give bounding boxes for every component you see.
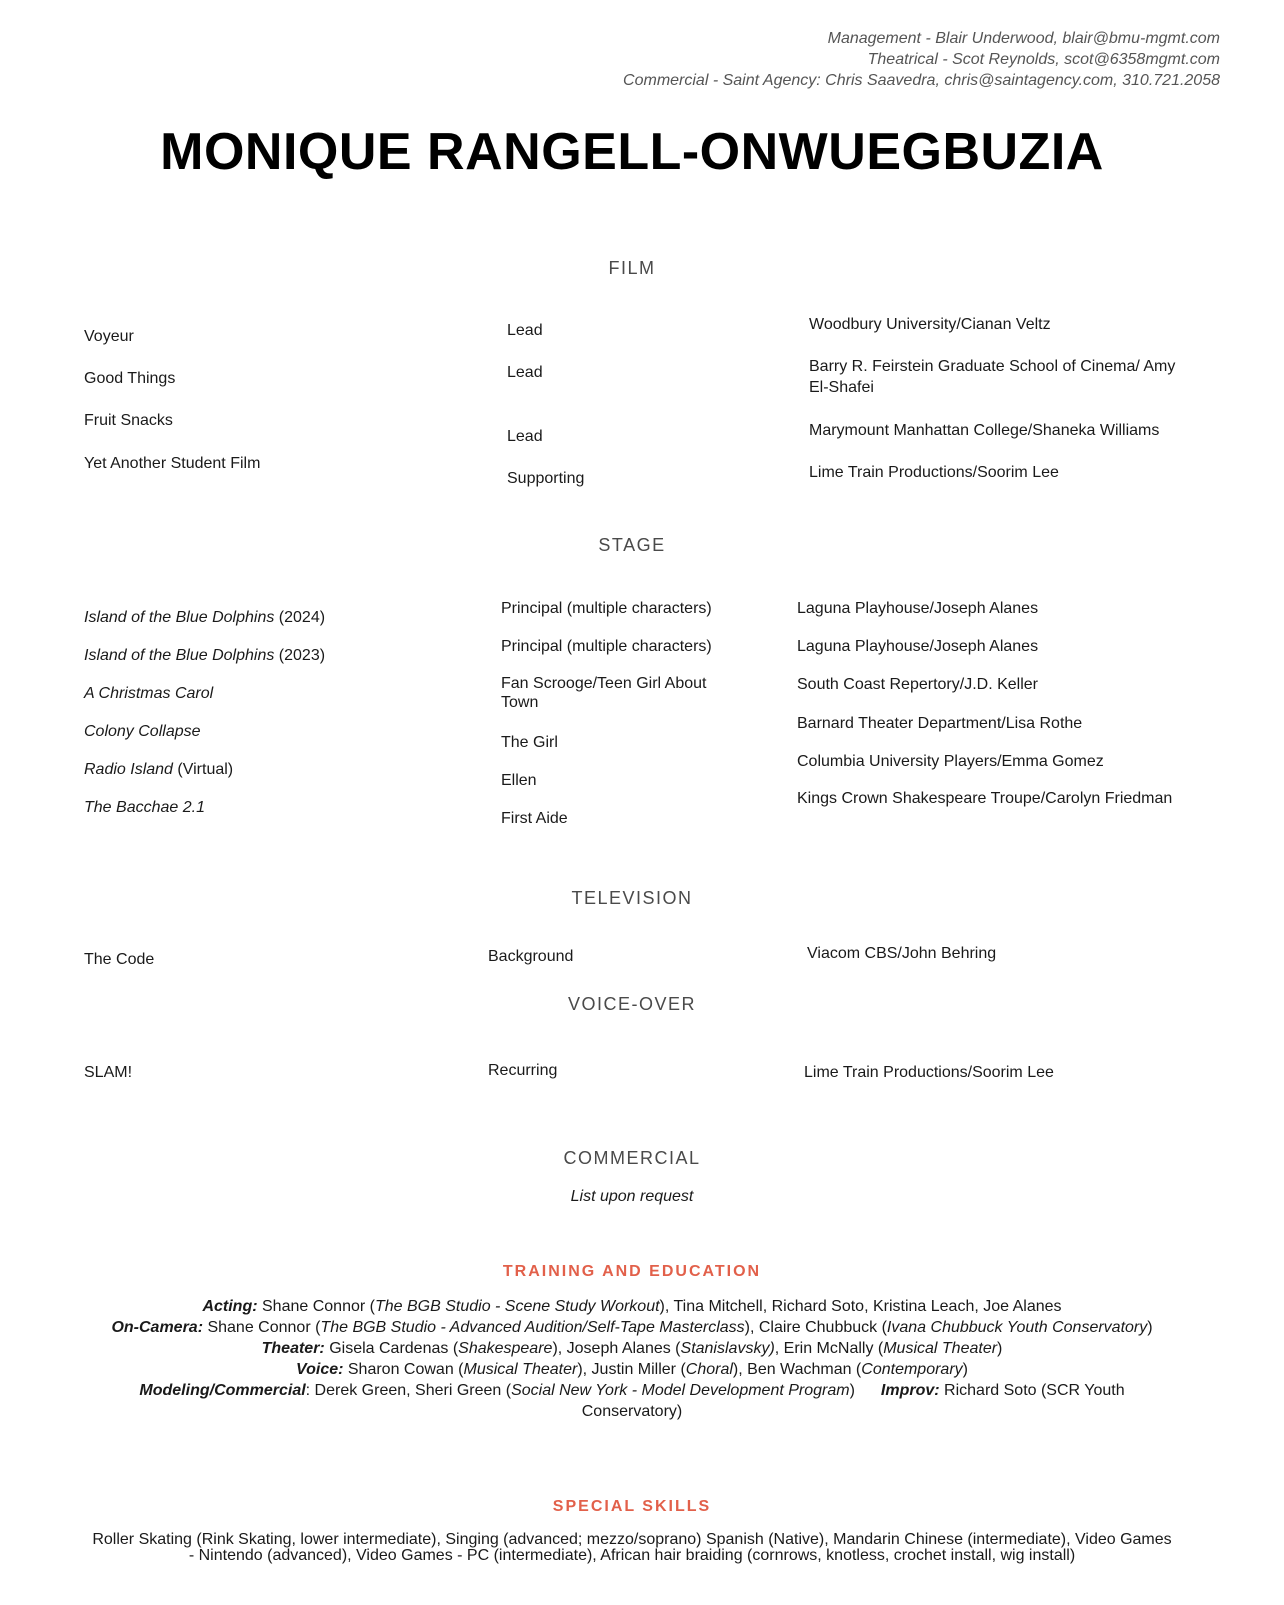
film-role: Lead [507,322,543,339]
stage-role: First Aide [501,810,568,827]
voiceover-role: Recurring [488,1062,558,1079]
skills-heading: SPECIAL SKILLS [552,1498,712,1515]
skills-text: Roller Skating (Rink Skating, lower intermediate), Singing (advanced; mezzo/soprano) Spanish (Native), Mandarin Chinese (intermediate), Video Games - Nintendo (advanced), Video Games - PC (intermediate), African hair braiding (cornrows, knotless, crochet install, wig install) [92,1531,1172,1564]
television-title: The Code [84,951,155,968]
training-block [60,1296,1204,1422]
film-company: Woodbury University/Cianan Veltz [809,316,1051,333]
film-title: Yet Another Student Film [84,455,261,472]
film-role: Supporting [507,470,585,487]
training-modeling-improv: Modeling/Commercial: Derek Green, Sheri Green (Social New York - Model Development Program) Improv: Richard Soto (SCR Youth Conservatory) [139,1382,1125,1420]
stage-company: South Coast Repertory/J.D. Keller [797,676,1038,693]
film-company: Barry R. Feirstein Graduate School of Cinema/ Amy El-Shafei [809,358,1176,396]
film-heading: FILM [608,258,656,278]
television-role: Background [488,948,574,965]
training-theater: Theater: Gisela Cardenas (Shakespeare), Joseph Alanes (Stanislavsky), Erin McNally (Musical Theater) [261,1340,1003,1357]
stage-role: Principal (multiple characters) [501,638,712,655]
training-voice: Voice: Sharon Cowan (Musical Theater), Justin Miller (Choral), Ben Wachman (Contemporary) [296,1361,968,1378]
film-role: Lead [507,428,543,445]
stage-company: Columbia University Players/Emma Gomez [797,753,1104,770]
stage-title: Colony Collapse [84,723,201,740]
contact-theatrical: Theatrical - Scot Reynolds, scot@6358mgmt.com [867,51,1220,68]
stage-role: Ellen [501,772,537,789]
voiceover-heading: VOICE-OVER [567,994,697,1014]
television-heading: TELEVISION [571,888,693,908]
stage-title: Radio Island (Virtual) [84,761,234,778]
stage-company: Laguna Playhouse/Joseph Alanes [797,600,1039,617]
contact-commercial: Commercial - Saint Agency: Chris Saavedra, chris@saintagency.com, 310.721.2058 [623,72,1220,89]
actor-name: MONIQUE RANGELL-ONWUEGBUZIA [160,123,1104,181]
voiceover-title: SLAM! [84,1064,133,1081]
stage-heading: STAGE [598,535,666,555]
film-title: Voyeur [84,328,134,345]
stage-company: Laguna Playhouse/Joseph Alanes [797,638,1039,655]
film-company: Lime Train Productions/Soorim Lee [809,464,1059,481]
stage-title: Island of the Blue Dolphins (2024) [84,609,326,626]
stage-title: A Christmas Carol [84,685,214,702]
film-company: Marymount Manhattan College/Shaneka Williams [809,422,1160,439]
film-title: Good Things [84,370,176,387]
television-company: Viacom CBS/John Behring [807,945,997,962]
film-title: Fruit Snacks [84,412,173,429]
commercial-heading: COMMERCIAL [563,1148,701,1168]
stage-title: The Bacchae 2.1 [84,799,205,816]
contact-management: Management - Blair Underwood, blair@bmu-mgmt.com [827,30,1220,47]
commercial-note: List upon request [570,1188,694,1205]
training-on-camera: On-Camera: Shane Connor (The BGB Studio - Advanced Audition/Self-Tape Masterclass), Claire Chubbuck (Ivana Chubbuck Youth Conservatory) [111,1319,1153,1336]
contact-block [623,28,1220,91]
stage-title: Island of the Blue Dolphins (2023) [84,647,326,664]
stage-company: Kings Crown Shakespeare Troupe/Carolyn Friedman [797,790,1173,807]
film-role: Lead [507,364,543,381]
stage-role: The Girl [501,734,558,751]
stage-company: Barnard Theater Department/Lisa Rothe [797,715,1083,732]
voiceover-company: Lime Train Productions/Soorim Lee [804,1064,1054,1081]
stage-role: Principal (multiple characters) [501,600,712,617]
training-acting: Acting: Shane Connor (The BGB Studio - Scene Study Workout), Tina Mitchell, Richard Soto, Kristina Leach, Joe Alanes [202,1298,1062,1315]
training-heading: TRAINING AND EDUCATION [502,1263,762,1280]
stage-role: Fan Scrooge/Teen Girl About Town [501,675,707,711]
